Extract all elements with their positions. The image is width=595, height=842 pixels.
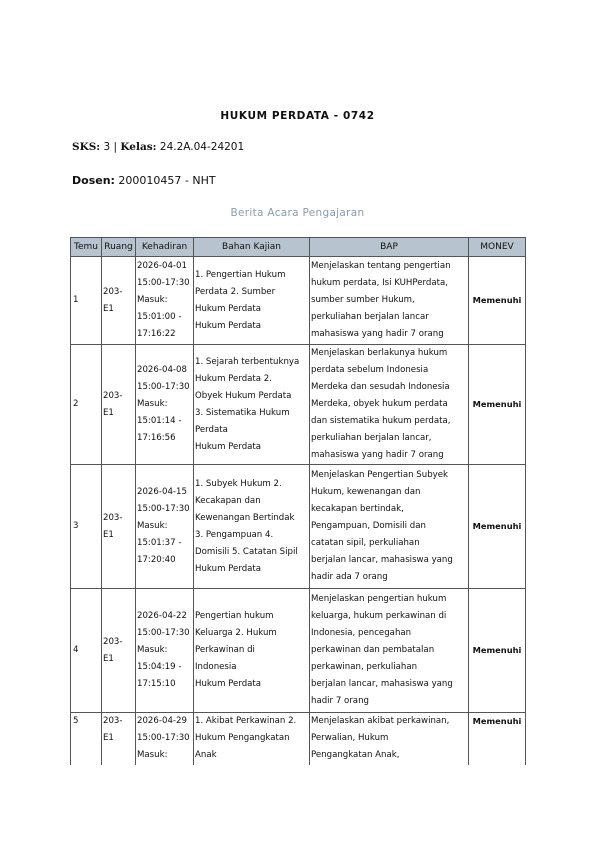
cell-line: hukum perdata, Isi KUHPerdata, xyxy=(311,278,449,288)
cell-line: 203- xyxy=(103,716,123,726)
cell-line: perkawinan, perkuliahan xyxy=(311,662,418,672)
cell-bap xyxy=(310,713,469,765)
cell-line: 203- xyxy=(103,286,123,297)
cell-line: mahasiswa yang hadir 7 orang xyxy=(311,450,444,460)
cell-line: 1. Subyek Hukum 2. xyxy=(195,478,282,489)
column-header-bahan-kajian: Bahan Kajian xyxy=(194,238,310,257)
table-row xyxy=(71,713,526,765)
section-subtitle: Berita Acara Pengajaran xyxy=(230,207,365,219)
cell-line: 17:20:40 xyxy=(137,555,176,565)
cell-line: Menjelaskan berlakunya hukum xyxy=(311,348,448,358)
cell-line: 15:00-17:30 xyxy=(137,382,190,392)
cell-line: Menjelaskan tentang pengertian xyxy=(311,261,451,271)
cell-temu: 5 xyxy=(71,713,102,765)
table-body xyxy=(71,257,526,765)
course-meta xyxy=(72,141,244,153)
cell-line: Indonesia, pencegahan xyxy=(311,628,412,638)
cell-monev: Memenuhi xyxy=(469,465,526,589)
cell-line: sumber sumber Hukum, xyxy=(311,295,415,305)
table-header-row xyxy=(71,238,526,257)
cell-temu: 2 xyxy=(71,345,102,465)
cell-line: 1. Akibat Perkawinan 2. xyxy=(195,716,297,726)
cell-line: 203- xyxy=(103,512,123,523)
column-header-temu: Temu xyxy=(71,238,102,257)
cell-ruang xyxy=(102,345,136,465)
cell-temu: 1 xyxy=(71,257,102,345)
cell-line: 15:00-17:30 xyxy=(137,278,190,288)
cell-ruang xyxy=(102,713,136,765)
cell-line: perkuliahan berjalan lancar xyxy=(311,312,429,322)
cell-line: Hukum Perdata xyxy=(195,441,262,452)
cell-line: 15:00-17:30 xyxy=(137,733,190,743)
cell-line: E1 xyxy=(103,303,114,314)
sks-label: SKS: xyxy=(72,141,101,153)
cell-line: dan sistematika hukum perdata, xyxy=(311,416,451,426)
cell-kehadiran xyxy=(136,465,194,589)
cell-line: Hukum, kewenangan dan xyxy=(311,487,421,497)
column-header-monev: MONEV xyxy=(469,238,526,257)
cell-line: Masuk: xyxy=(137,750,168,760)
table-row xyxy=(71,345,526,465)
cell-line: 15:00-17:30 xyxy=(137,504,190,514)
cell-line: 2026-04-29 xyxy=(137,716,187,726)
cell-line: 2026-04-22 xyxy=(137,611,187,621)
cell-line: Keluarga 2. Hukum xyxy=(195,628,277,638)
cell-ruang xyxy=(102,257,136,345)
cell-line: 203- xyxy=(103,390,123,401)
cell-ruang xyxy=(102,589,136,713)
cell-line: 2026-04-15 xyxy=(137,487,187,497)
cell-line: Menjelaskan pengertian hukum xyxy=(311,594,447,604)
cell-bap xyxy=(310,257,469,345)
cell-line: 15:01:14 - xyxy=(137,416,182,426)
table-row xyxy=(71,465,526,589)
teaching-record-table xyxy=(70,237,526,765)
cell-line: Pengertian hukum xyxy=(195,611,274,621)
cell-monev: Memenuhi xyxy=(469,589,526,713)
cell-line: perkuliahan berjalan lancar, xyxy=(311,433,432,443)
cell-temu: 3 xyxy=(71,465,102,589)
cell-line: Perwalian, Hukum xyxy=(311,733,389,743)
cell-line: 17:16:56 xyxy=(137,433,176,443)
document-title: HUKUM PERDATA - 0742 xyxy=(220,110,375,122)
cell-bahan-kajian xyxy=(194,465,310,589)
kelas-label: Kelas: xyxy=(120,141,157,153)
cell-line: 2026-04-08 xyxy=(137,365,187,375)
cell-line: Indonesia xyxy=(195,662,237,672)
cell-line: Menjelaskan akibat perkawinan, xyxy=(311,716,450,726)
cell-line: Pengampuan, Domisili dan xyxy=(311,521,426,531)
cell-line: 17:16:22 xyxy=(137,329,176,339)
cell-line: Kecakapan dan xyxy=(195,495,261,506)
cell-line: 17:15:10 xyxy=(137,679,176,689)
cell-monev: Memenuhi xyxy=(469,345,526,465)
cell-kehadiran xyxy=(136,713,194,765)
cell-bahan-kajian xyxy=(194,257,310,345)
lecturer-meta xyxy=(72,174,216,187)
cell-line: Menjelaskan Pengertian Subyek xyxy=(311,470,449,480)
cell-line: 3. Pengampuan 4. xyxy=(195,529,274,540)
cell-ruang xyxy=(102,465,136,589)
cell-bahan-kajian xyxy=(194,713,310,765)
cell-line: mahasiswa yang hadir 7 orang xyxy=(311,329,444,339)
cell-kehadiran xyxy=(136,589,194,713)
cell-line: Hukum Pengangkatan xyxy=(195,733,290,743)
column-header-kehadiran: Kehadiran xyxy=(136,238,194,257)
cell-line: 1. Pengertian Hukum xyxy=(195,269,286,280)
cell-line: berjalan lancar, mahasiswa yang xyxy=(311,555,453,565)
cell-line: Hukum Perdata 2. xyxy=(195,373,273,384)
cell-line: kecakapan bertindak, xyxy=(311,504,404,514)
cell-line: Obyek Hukum Perdata xyxy=(195,390,292,401)
cell-line: berjalan lancar, mahasiswa yang xyxy=(311,679,453,689)
cell-bap xyxy=(310,589,469,713)
cell-monev: Memenuhi xyxy=(469,257,526,345)
cell-monev: Memenuhi xyxy=(469,713,526,765)
cell-line: 203- xyxy=(103,636,123,647)
cell-line: Perdata 2. Sumber xyxy=(195,286,276,297)
column-header-ruang: Ruang xyxy=(102,238,136,257)
table-row xyxy=(71,589,526,713)
cell-kehadiran xyxy=(136,257,194,345)
cell-temu: 4 xyxy=(71,589,102,713)
cell-bahan-kajian xyxy=(194,589,310,713)
cell-line: 15:01:37 - xyxy=(137,538,182,548)
cell-bap xyxy=(310,465,469,589)
cell-line: Masuk: xyxy=(137,399,168,409)
cell-line: keluarga, hukum perkawinan di xyxy=(311,611,447,621)
cell-line: 1. Sejarah terbentuknya xyxy=(195,356,300,367)
cell-line: catatan sipil, perkuliahan xyxy=(311,538,420,548)
cell-line: Hukum Perdata xyxy=(195,320,262,331)
cell-line: E1 xyxy=(103,407,114,418)
cell-line: Perkawinan di xyxy=(195,645,255,655)
cell-line: Anak xyxy=(195,750,217,760)
cell-line: Merdeka, obyek hukum perdata xyxy=(311,399,448,409)
cell-line: hadir 7 orang xyxy=(311,696,369,706)
cell-line: E1 xyxy=(103,529,114,540)
cell-line: Hukum Perdata xyxy=(195,303,262,314)
cell-kehadiran xyxy=(136,345,194,465)
cell-line: Kewenangan Bertindak xyxy=(195,512,295,523)
cell-line: 2026-04-01 xyxy=(137,261,187,271)
cell-bahan-kajian xyxy=(194,345,310,465)
cell-line: Hukum Perdata xyxy=(195,679,262,689)
column-header-bap: BAP xyxy=(310,238,469,257)
cell-line: 15:01:00 - xyxy=(137,312,182,322)
dosen-value: 200010457 - NHT xyxy=(114,174,216,187)
cell-line: Merdeka dan sesudah Indonesia xyxy=(311,382,450,392)
sks-value: 3 | xyxy=(100,141,121,153)
cell-line: hadir ada 7 orang xyxy=(311,572,388,582)
cell-line: Pengangkatan Anak, xyxy=(311,750,400,760)
cell-line: Masuk: xyxy=(137,295,168,305)
cell-line: Perdata xyxy=(195,424,228,435)
cell-line: Masuk: xyxy=(137,521,168,531)
dosen-label: Dosen: xyxy=(72,174,115,187)
cell-line: 15:04:19 - xyxy=(137,662,182,672)
table-row xyxy=(71,257,526,345)
cell-line: perkawinan dan pembatalan xyxy=(311,645,435,655)
kelas-value: 24.2A.04-24201 xyxy=(156,141,245,153)
cell-line: perdata sebelum Indonesia xyxy=(311,365,429,375)
cell-line: Domisili 5. Catatan Sipil xyxy=(195,546,298,557)
cell-line: E1 xyxy=(103,733,114,743)
cell-bap xyxy=(310,345,469,465)
cell-line: Hukum Perdata xyxy=(195,563,262,574)
cell-line: 15:00-17:30 xyxy=(137,628,190,638)
cell-line: Masuk: xyxy=(137,645,168,655)
cell-line: E1 xyxy=(103,653,114,664)
cell-line: 3. Sistematika Hukum xyxy=(195,407,290,418)
